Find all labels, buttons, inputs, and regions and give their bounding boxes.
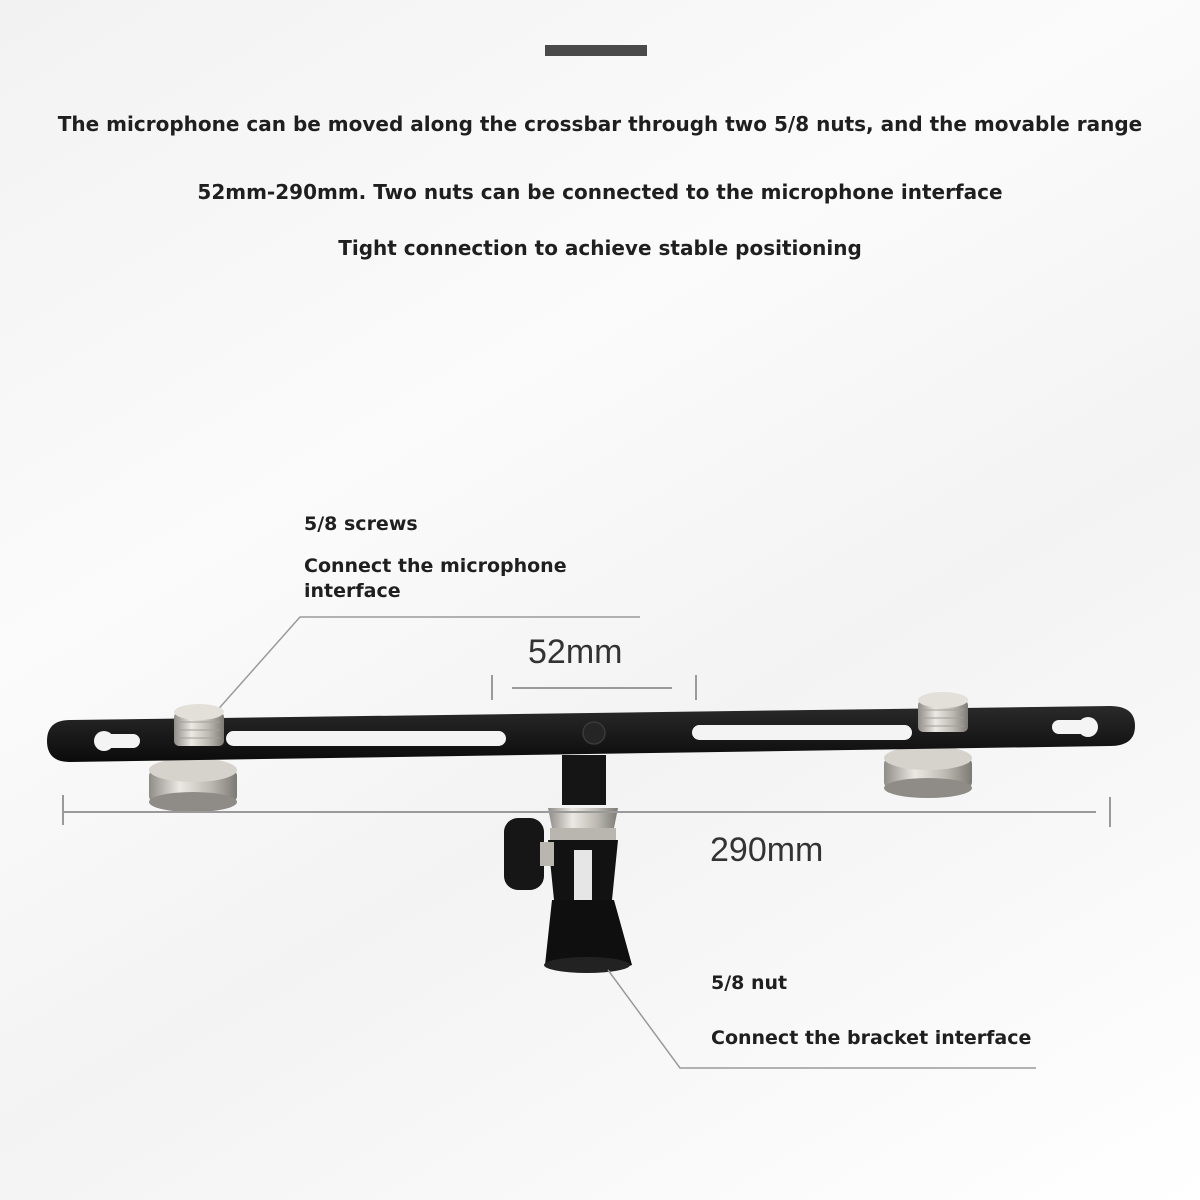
right-nut-base xyxy=(884,746,972,798)
center-mount xyxy=(504,755,632,973)
screws-description: Connect the microphone interface xyxy=(304,555,567,602)
right-screw xyxy=(918,692,968,732)
description-line-1: The microphone can be moved along the crossbar through two 5/8 nuts, and the movable range xyxy=(57,112,1143,136)
description-line-3: Tight connection to achieve stable positioning xyxy=(338,236,862,260)
nut-title: 5/8 nut xyxy=(711,972,788,994)
right-slot xyxy=(692,725,912,740)
description-line-2: 52mm-290mm. Two nuts can be connected to the microphone interface xyxy=(197,180,1003,204)
nut-callout-line xyxy=(608,970,1036,1068)
left-nut-base xyxy=(149,758,237,812)
left-screw xyxy=(174,704,224,746)
center-hole xyxy=(583,722,605,744)
screws-title: 5/8 screws xyxy=(304,513,418,535)
left-slot xyxy=(226,731,506,746)
dim-52-label: 52mm xyxy=(528,633,623,671)
dim-290-label: 290mm xyxy=(710,831,824,869)
nut-description: Connect the bracket interface xyxy=(711,1027,1032,1049)
